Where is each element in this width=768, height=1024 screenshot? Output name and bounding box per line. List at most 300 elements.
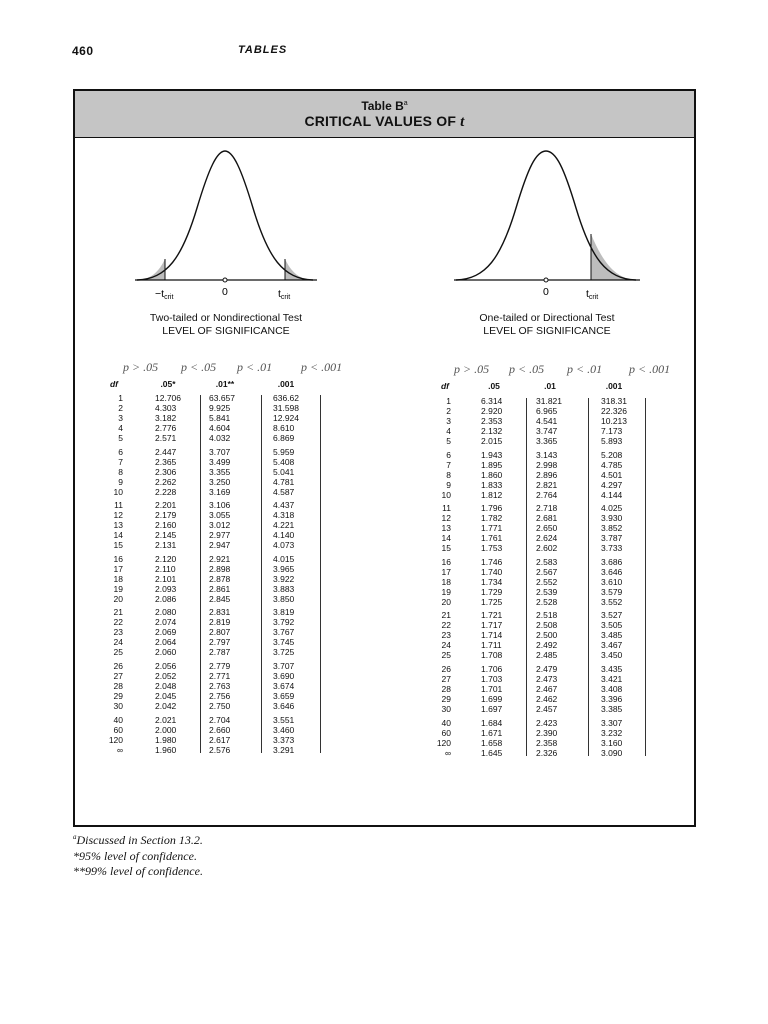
value-cell: 2.977 bbox=[209, 530, 231, 541]
value-cell: 2.617 bbox=[209, 734, 231, 745]
normal-curve-line bbox=[137, 151, 313, 280]
value-cell: 2.756 bbox=[209, 691, 231, 701]
value-cell: 2.920 bbox=[481, 406, 503, 416]
value-cell: 2.131 bbox=[155, 540, 177, 551]
value-cell: 3.499 bbox=[209, 456, 231, 467]
value-cell: 1.771 bbox=[481, 523, 503, 534]
value-cell: 2.000 bbox=[155, 724, 177, 735]
value-cell: 2.681 bbox=[536, 513, 558, 524]
value-cell: 3.460 bbox=[273, 724, 295, 735]
value-cell: 4.785 bbox=[601, 459, 623, 470]
one-tailed-05-header: .05 bbox=[488, 381, 500, 391]
value-cell: 1.671 bbox=[481, 727, 503, 738]
p-header: p < .01 bbox=[567, 362, 603, 376]
df-cell: 120 bbox=[436, 737, 451, 748]
value-cell: 2.763 bbox=[209, 681, 231, 691]
df-cell: 8 bbox=[118, 466, 123, 477]
value-cell: 3.373 bbox=[273, 734, 295, 745]
one-tailed-df-header: df bbox=[440, 381, 450, 391]
value-cell: 2.831 bbox=[209, 607, 231, 618]
df-cell: 3 bbox=[446, 416, 451, 426]
value-cell: 4.501 bbox=[601, 469, 623, 480]
value-cell: 1.697 bbox=[481, 704, 503, 714]
df-cell: 60 bbox=[113, 724, 123, 735]
df-cell: 27 bbox=[113, 671, 123, 681]
value-cell: 2.660 bbox=[209, 724, 231, 735]
value-cell: 3.485 bbox=[601, 630, 623, 641]
df-cell: 3 bbox=[118, 413, 123, 423]
value-cell: 7.173 bbox=[601, 426, 623, 436]
value-cell: 3.745 bbox=[273, 637, 295, 648]
value-cell: 2.326 bbox=[536, 747, 558, 758]
running-head bbox=[72, 44, 712, 60]
value-cell: 2.064 bbox=[155, 637, 177, 648]
value-cell: 4.144 bbox=[601, 489, 623, 500]
value-cell: 2.042 bbox=[155, 701, 177, 711]
df-cell: 24 bbox=[113, 637, 123, 648]
df-cell: 16 bbox=[441, 556, 451, 567]
value-cell: 3.707 bbox=[273, 661, 295, 671]
df-cell: 7 bbox=[118, 456, 123, 467]
value-cell: 1.753 bbox=[481, 543, 503, 554]
value-cell: 2.898 bbox=[209, 563, 231, 574]
value-cell: 2.878 bbox=[209, 573, 231, 584]
value-cell: 10.213 bbox=[601, 416, 627, 426]
value-cell: 3.106 bbox=[209, 500, 231, 511]
df-cell: 18 bbox=[113, 573, 123, 584]
value-cell: 2.306 bbox=[155, 466, 177, 477]
one-tailed-caption bbox=[452, 312, 642, 338]
value-cell: 3.690 bbox=[273, 671, 295, 681]
value-cell: 1.740 bbox=[481, 566, 503, 577]
df-cell: 4 bbox=[118, 423, 123, 433]
value-cell: 3.733 bbox=[601, 543, 623, 554]
df-cell: 12 bbox=[441, 513, 451, 524]
value-cell: 2.576 bbox=[209, 744, 231, 755]
two-tailed-df-header: df bbox=[109, 379, 119, 389]
value-cell: 2.462 bbox=[536, 694, 558, 704]
value-cell: 2.500 bbox=[536, 630, 558, 641]
value-cell: 2.797 bbox=[209, 637, 231, 648]
p-header: p < .001 bbox=[301, 360, 343, 374]
value-cell: 3.579 bbox=[601, 586, 623, 597]
value-cell: 1.645 bbox=[481, 747, 503, 758]
neg-t-crit-label: −tcrit bbox=[155, 288, 174, 301]
value-cell: 4.297 bbox=[601, 479, 623, 490]
df-cell: 15 bbox=[113, 540, 123, 551]
value-cell: 2.764 bbox=[536, 489, 558, 500]
df-cell: 25 bbox=[441, 650, 451, 661]
value-cell: 3.090 bbox=[601, 747, 623, 758]
df-cell: 9 bbox=[118, 476, 123, 487]
df-cell: 40 bbox=[441, 717, 451, 728]
value-cell: 2.447 bbox=[155, 446, 177, 457]
value-cell: 1.711 bbox=[481, 640, 502, 651]
value-cell: 2.779 bbox=[209, 661, 231, 671]
two-tailed-01-header: .01** bbox=[215, 379, 235, 389]
df-cell: 6 bbox=[446, 449, 451, 460]
df-cell: 2 bbox=[118, 403, 123, 413]
one-tailed-test-label: One-tailed or Directional Test bbox=[479, 312, 615, 324]
value-cell: 2.074 bbox=[155, 617, 177, 628]
one-tailed-001-header: .001 bbox=[605, 381, 623, 391]
value-cell: 2.492 bbox=[536, 640, 558, 651]
value-cell: 3.725 bbox=[273, 647, 295, 658]
value-cell: 1.717 bbox=[481, 620, 503, 631]
value-cell: 2.947 bbox=[209, 540, 231, 551]
value-cell: 1.706 bbox=[481, 664, 503, 674]
value-cell: 2.787 bbox=[209, 647, 231, 658]
value-cell: 31.598 bbox=[273, 403, 299, 413]
df-cell: 8 bbox=[446, 469, 451, 480]
value-cell: 5.408 bbox=[273, 456, 295, 467]
df-cell: 26 bbox=[441, 664, 451, 674]
right-tail-shading bbox=[285, 259, 313, 280]
column-rule bbox=[588, 398, 589, 756]
df-cell: 21 bbox=[441, 610, 451, 621]
value-cell: 2.145 bbox=[155, 530, 177, 541]
df-cell: 17 bbox=[441, 566, 451, 577]
value-cell: 1.833 bbox=[481, 479, 503, 490]
value-cell: 2.583 bbox=[536, 556, 558, 567]
value-cell: 2.467 bbox=[536, 684, 558, 694]
value-cell: 22.326 bbox=[601, 406, 627, 416]
value-cell: 2.353 bbox=[481, 416, 503, 426]
value-cell: 4.221 bbox=[273, 520, 295, 531]
value-cell: 12.706 bbox=[155, 393, 181, 403]
value-cell: 3.552 bbox=[601, 596, 623, 607]
df-cell: 10 bbox=[441, 489, 451, 500]
value-cell: 2.069 bbox=[155, 627, 177, 638]
value-cell: 5.841 bbox=[209, 413, 231, 423]
value-cell: 5.041 bbox=[273, 466, 295, 477]
value-cell: 2.160 bbox=[155, 520, 177, 531]
value-cell: 2.508 bbox=[536, 620, 558, 631]
value-cell: 2.571 bbox=[155, 433, 177, 443]
value-cell: 2.015 bbox=[481, 436, 503, 446]
value-cell: 3.232 bbox=[601, 727, 623, 738]
value-cell: 2.552 bbox=[536, 576, 558, 587]
value-cell: 2.457 bbox=[536, 704, 558, 714]
p-header: p > .05 bbox=[454, 362, 490, 376]
normal-curve-line bbox=[456, 151, 636, 280]
value-cell: 4.781 bbox=[273, 476, 295, 487]
value-cell: 9.925 bbox=[209, 403, 231, 413]
value-cell: 3.767 bbox=[273, 627, 295, 638]
t-crit-label: tcrit bbox=[586, 288, 599, 301]
p-header: p < .05 bbox=[509, 362, 545, 376]
value-cell: 3.291 bbox=[273, 744, 295, 755]
df-cell: 11 bbox=[442, 503, 451, 514]
value-cell: 1.703 bbox=[481, 674, 503, 684]
value-cell: 1.761 bbox=[481, 533, 503, 544]
df-cell: 27 bbox=[441, 674, 451, 684]
df-cell: 19 bbox=[113, 583, 123, 594]
value-cell: 2.228 bbox=[155, 486, 177, 497]
value-cell: 2.052 bbox=[155, 671, 177, 681]
column-rule bbox=[645, 398, 646, 756]
p-header: p < .01 bbox=[237, 360, 273, 374]
value-cell: 2.518 bbox=[536, 610, 558, 621]
value-cell: 2.821 bbox=[536, 479, 558, 490]
df-cell: 16 bbox=[113, 553, 123, 564]
value-cell: 4.541 bbox=[536, 416, 558, 426]
value-cell: 2.485 bbox=[536, 650, 558, 661]
column-rule bbox=[200, 395, 201, 753]
value-cell: 3.965 bbox=[273, 563, 295, 574]
df-cell: 14 bbox=[113, 530, 123, 541]
df-cell: 15 bbox=[441, 543, 451, 554]
value-cell: 3.787 bbox=[601, 533, 623, 544]
value-cell: 2.120 bbox=[155, 553, 177, 564]
value-cell: 3.747 bbox=[536, 426, 558, 436]
value-cell: 2.101 bbox=[155, 573, 177, 584]
value-cell: 2.080 bbox=[155, 607, 177, 618]
value-cell: 3.922 bbox=[273, 573, 295, 584]
df-cell: 18 bbox=[441, 576, 451, 587]
value-cell: 3.055 bbox=[209, 510, 231, 521]
value-cell: 1.782 bbox=[481, 513, 503, 524]
df-cell: 1 bbox=[446, 396, 451, 406]
two-tailed-distribution-curve bbox=[127, 143, 327, 303]
value-cell: 3.610 bbox=[601, 576, 623, 587]
df-cell: 60 bbox=[441, 727, 451, 738]
df-cell: 21 bbox=[113, 607, 123, 618]
value-cell: 3.250 bbox=[209, 476, 231, 487]
value-cell: 1.980 bbox=[155, 734, 177, 745]
value-cell: 3.160 bbox=[601, 737, 623, 748]
value-cell: 1.895 bbox=[481, 459, 503, 470]
value-cell: 2.861 bbox=[209, 583, 231, 594]
value-cell: 2.365 bbox=[155, 456, 177, 467]
value-cell: 3.551 bbox=[273, 714, 295, 725]
value-cell: 2.201 bbox=[155, 500, 177, 511]
value-cell: 3.396 bbox=[601, 694, 623, 704]
value-cell: 2.056 bbox=[155, 661, 177, 671]
value-cell: 2.086 bbox=[155, 593, 177, 604]
df-cell: 17 bbox=[113, 563, 123, 574]
value-cell: 1.701 bbox=[481, 684, 503, 694]
value-cell: 1.860 bbox=[481, 469, 503, 480]
value-cell: 1.721 bbox=[481, 610, 503, 621]
value-cell: 2.650 bbox=[536, 523, 558, 534]
value-cell: 1.812 bbox=[481, 489, 503, 500]
value-cell: 318.31 bbox=[601, 396, 627, 406]
value-cell: 4.318 bbox=[273, 510, 295, 521]
value-cell: 1.684 bbox=[481, 717, 503, 728]
value-cell: 2.358 bbox=[536, 737, 558, 748]
value-cell: 2.845 bbox=[209, 593, 231, 604]
footnotes bbox=[73, 830, 203, 880]
value-cell: 2.473 bbox=[536, 674, 558, 684]
value-cell: 3.012 bbox=[209, 520, 231, 531]
value-cell: 2.528 bbox=[536, 596, 558, 607]
value-cell: 2.045 bbox=[155, 691, 177, 701]
value-cell: 4.437 bbox=[273, 500, 295, 511]
value-cell: 12.924 bbox=[273, 413, 299, 423]
value-cell: 3.646 bbox=[601, 566, 623, 577]
value-cell: 3.930 bbox=[601, 513, 623, 524]
df-cell: 22 bbox=[441, 620, 451, 631]
two-tailed-significance-label: LEVEL OF SIGNIFICANCE bbox=[162, 325, 290, 337]
zero-label: 0 bbox=[543, 286, 549, 298]
value-cell: 1.658 bbox=[481, 737, 503, 748]
value-cell: 6.965 bbox=[536, 406, 558, 416]
zero-marker bbox=[223, 278, 227, 282]
df-cell: 9 bbox=[446, 479, 451, 490]
df-cell: 11 bbox=[114, 500, 123, 511]
two-tailed-05-header: .05* bbox=[160, 379, 176, 389]
df-cell: 25 bbox=[113, 647, 123, 658]
value-cell: 3.450 bbox=[601, 650, 623, 661]
df-cell: ∞ bbox=[116, 744, 123, 755]
value-cell: 2.819 bbox=[209, 617, 231, 628]
value-cell: 4.303 bbox=[155, 403, 177, 413]
value-cell: 3.143 bbox=[536, 449, 558, 460]
value-cell: 3.674 bbox=[273, 681, 295, 691]
footnote-star: *95% level of confidence. bbox=[73, 848, 197, 863]
df-cell: 20 bbox=[113, 593, 123, 604]
df-cell: 22 bbox=[113, 617, 123, 628]
value-cell: 2.262 bbox=[155, 476, 177, 487]
p-header: p < .05 bbox=[181, 360, 217, 374]
df-cell: 30 bbox=[441, 704, 451, 714]
one-tailed-significance-label: LEVEL OF SIGNIFICANCE bbox=[483, 325, 611, 337]
value-cell: 1.943 bbox=[481, 449, 503, 460]
df-cell: 29 bbox=[441, 694, 451, 704]
df-cell: 4 bbox=[446, 426, 451, 436]
value-cell: 8.610 bbox=[273, 423, 295, 433]
value-cell: 3.421 bbox=[601, 674, 623, 684]
df-cell: 6 bbox=[118, 446, 123, 457]
table-title: CRITICAL VALUES OF t bbox=[304, 113, 465, 130]
df-cell: 120 bbox=[108, 734, 123, 745]
value-cell: 4.025 bbox=[601, 503, 623, 514]
value-cell: 1.699 bbox=[481, 694, 503, 704]
zero-label: 0 bbox=[222, 286, 228, 298]
value-cell: 1.796 bbox=[481, 503, 503, 514]
value-cell: 3.852 bbox=[601, 523, 623, 534]
value-cell: 3.850 bbox=[273, 593, 295, 604]
value-cell: 2.771 bbox=[209, 671, 231, 681]
value-cell: 6.314 bbox=[481, 396, 503, 406]
value-cell: 3.883 bbox=[273, 583, 295, 594]
value-cell: 3.355 bbox=[209, 466, 231, 477]
df-cell: 26 bbox=[113, 661, 123, 671]
zero-marker bbox=[544, 278, 548, 282]
df-cell: 29 bbox=[113, 691, 123, 701]
value-cell: 3.365 bbox=[536, 436, 558, 446]
value-cell: 2.539 bbox=[536, 586, 558, 597]
value-cell: 2.110 bbox=[155, 563, 176, 574]
value-cell: 2.179 bbox=[155, 510, 177, 521]
df-cell: 5 bbox=[446, 436, 451, 446]
value-cell: 3.505 bbox=[601, 620, 623, 631]
value-cell: 31.821 bbox=[536, 396, 562, 406]
value-cell: 3.408 bbox=[601, 684, 623, 694]
df-cell: ∞ bbox=[444, 747, 451, 758]
value-cell: 2.060 bbox=[155, 647, 177, 658]
two-tailed-caption bbox=[131, 312, 321, 338]
value-cell: 4.587 bbox=[273, 486, 295, 497]
critical-values-table bbox=[73, 89, 696, 827]
df-cell: 14 bbox=[441, 533, 451, 544]
one-tailed-distribution-curve bbox=[448, 143, 648, 303]
value-cell: 2.776 bbox=[155, 423, 177, 433]
df-cell: 12 bbox=[113, 510, 123, 521]
value-cell: 1.960 bbox=[155, 744, 177, 755]
df-cell: 28 bbox=[441, 684, 451, 694]
value-cell: 2.704 bbox=[209, 714, 231, 725]
value-cell: 1.734 bbox=[481, 576, 503, 587]
df-cell: 2 bbox=[446, 406, 451, 416]
df-cell: 13 bbox=[441, 523, 451, 534]
value-cell: 3.659 bbox=[273, 691, 295, 701]
df-cell: 24 bbox=[441, 640, 451, 651]
value-cell: 2.567 bbox=[536, 566, 558, 577]
value-cell: 5.208 bbox=[601, 449, 623, 460]
value-cell: 2.602 bbox=[536, 543, 558, 554]
df-cell: 7 bbox=[446, 459, 451, 470]
t-symbol: t bbox=[460, 114, 465, 130]
value-cell: 1.725 bbox=[481, 596, 503, 607]
value-cell: 2.390 bbox=[536, 727, 558, 738]
value-cell: 5.959 bbox=[273, 446, 295, 457]
value-cell: 3.527 bbox=[601, 610, 623, 621]
value-cell: 4.073 bbox=[273, 540, 295, 551]
value-cell: 3.182 bbox=[155, 413, 177, 423]
value-cell: 2.921 bbox=[209, 553, 231, 564]
value-cell: 3.707 bbox=[209, 446, 231, 457]
p-header: p > .05 bbox=[123, 360, 159, 374]
value-cell: 2.624 bbox=[536, 533, 558, 544]
value-cell: 3.686 bbox=[601, 556, 623, 567]
value-cell: 3.435 bbox=[601, 664, 623, 674]
value-cell: 6.869 bbox=[273, 433, 295, 443]
value-cell: 2.807 bbox=[209, 627, 231, 638]
column-rule bbox=[526, 398, 527, 756]
value-cell: 63.657 bbox=[209, 393, 235, 403]
value-cell: 4.032 bbox=[209, 433, 231, 443]
df-cell: 20 bbox=[441, 596, 451, 607]
value-cell: 3.819 bbox=[273, 607, 295, 618]
value-cell: 3.646 bbox=[273, 701, 295, 711]
value-cell: 3.467 bbox=[601, 640, 623, 651]
one-tailed-01-header: .01 bbox=[544, 381, 556, 391]
value-cell: 2.750 bbox=[209, 701, 231, 711]
df-cell: 1 bbox=[118, 393, 123, 403]
df-cell: 28 bbox=[113, 681, 123, 691]
value-cell: 2.718 bbox=[536, 503, 558, 514]
column-rule bbox=[320, 395, 321, 753]
value-cell: 4.140 bbox=[273, 530, 295, 541]
value-cell: 1.714 bbox=[481, 630, 503, 641]
value-cell: 2.423 bbox=[536, 717, 558, 728]
table-title-band bbox=[75, 91, 694, 138]
value-cell: 636.62 bbox=[273, 393, 299, 403]
column-rule bbox=[261, 395, 262, 753]
value-cell: 3.385 bbox=[601, 704, 623, 714]
df-cell: 13 bbox=[113, 520, 123, 531]
two-tailed-001-header: .001 bbox=[277, 379, 295, 389]
left-tail-shading bbox=[137, 259, 165, 280]
value-cell: 2.132 bbox=[481, 426, 503, 436]
two-tailed-test-label: Two-tailed or Nondirectional Test bbox=[149, 312, 303, 324]
footnote-a: $^a$Discussed in Section 13.2. bbox=[73, 833, 203, 847]
df-cell: 5 bbox=[118, 433, 123, 443]
value-cell: 3.307 bbox=[601, 717, 623, 728]
value-cell: 1.729 bbox=[481, 586, 503, 597]
